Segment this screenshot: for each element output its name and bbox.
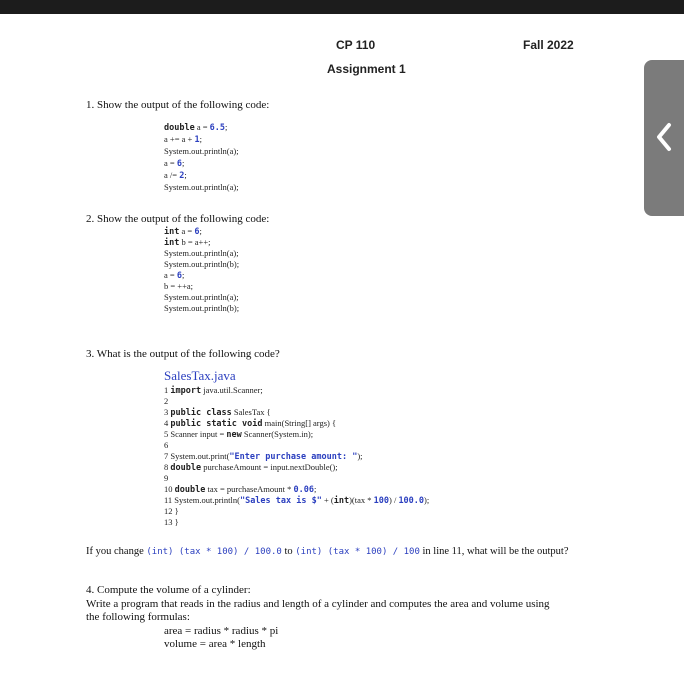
q3-line-4: 4 public static void main(String[] args) { <box>164 418 337 429</box>
q4-formula-volume: volume = area * length <box>164 638 266 650</box>
q3-line-3: 3 public class SalesTax { <box>164 407 271 418</box>
q3-followup: If you change (int) (tax * 100) / 100.0 to (int) (tax * 100) / 100 in line 11, what will be the output? <box>86 546 569 557</box>
q3-line-12: 12 } <box>164 506 179 516</box>
q3-line-5: 5 Scanner input = new Scanner(System.in); <box>164 429 314 440</box>
q3-filename: SalesTax.java <box>164 368 236 383</box>
q1-prompt: 1. Show the output of the following code: <box>86 99 270 111</box>
course-code: CP 110 <box>336 38 376 52</box>
q4-desc-2: the following formulas: <box>86 611 190 623</box>
top-bar <box>0 0 684 14</box>
q2-prompt: 2. Show the output of the following code: <box>86 213 270 225</box>
q3-line-1: 1 import java.util.Scanner; <box>164 385 263 396</box>
q2-code-line-5: a = 6; <box>164 270 185 281</box>
q1-code-line-5: a /= 2; <box>164 170 187 181</box>
q2-code-line-2: int b = a++; <box>164 237 211 248</box>
q3-line-9: 9 <box>164 473 169 483</box>
assignment-title: Assignment 1 <box>327 62 406 76</box>
q3-line-2: 2 <box>164 396 169 406</box>
q2-code-line-3: System.out.println(a); <box>164 248 239 258</box>
q2-code-line-6: b = ++a; <box>164 281 194 291</box>
q3-line-10: 10 double tax = purchaseAmount * 0.06; <box>164 484 317 495</box>
chevron-left-icon <box>654 122 674 152</box>
q2-code-line-7: System.out.println(a); <box>164 292 239 302</box>
q1-code-line-6: System.out.println(a); <box>164 182 239 192</box>
side-panel-toggle[interactable] <box>644 60 684 216</box>
q3-line-13: 13 } <box>164 517 179 527</box>
q4-prompt: 4. Compute the volume of a cylinder: <box>86 584 251 596</box>
q1-code-line-2: a += a + 1; <box>164 134 202 145</box>
q3-line-6: 6 <box>164 440 169 450</box>
term: Fall 2022 <box>523 38 574 52</box>
q3-prompt: 3. What is the output of the following code? <box>86 348 280 360</box>
q2-code-line-1: int a = 6; <box>164 226 202 237</box>
q3-line-8: 8 double purchaseAmount = input.nextDouble(); <box>164 462 338 473</box>
q4-formula-area: area = radius * radius * pi <box>164 625 279 637</box>
q2-code-line-8: System.out.println(b); <box>164 303 240 313</box>
q1-code-line-1: double a = 6.5; <box>164 122 228 133</box>
q3-line-11: 11 System.out.println("Sales tax is $" + (int)(tax * 100) / 100.0); <box>164 495 430 506</box>
q2-code-line-4: System.out.println(b); <box>164 259 240 269</box>
q1-code-line-3: System.out.println(a); <box>164 146 239 156</box>
q3-line-7: 7 System.out.print("Enter purchase amount: "); <box>164 451 363 462</box>
q1-code-line-4: a = 6; <box>164 158 185 169</box>
document-page <box>0 14 684 700</box>
q4-desc-1: Write a program that reads in the radius and length of a cylinder and computes the area and volume using <box>86 598 550 610</box>
